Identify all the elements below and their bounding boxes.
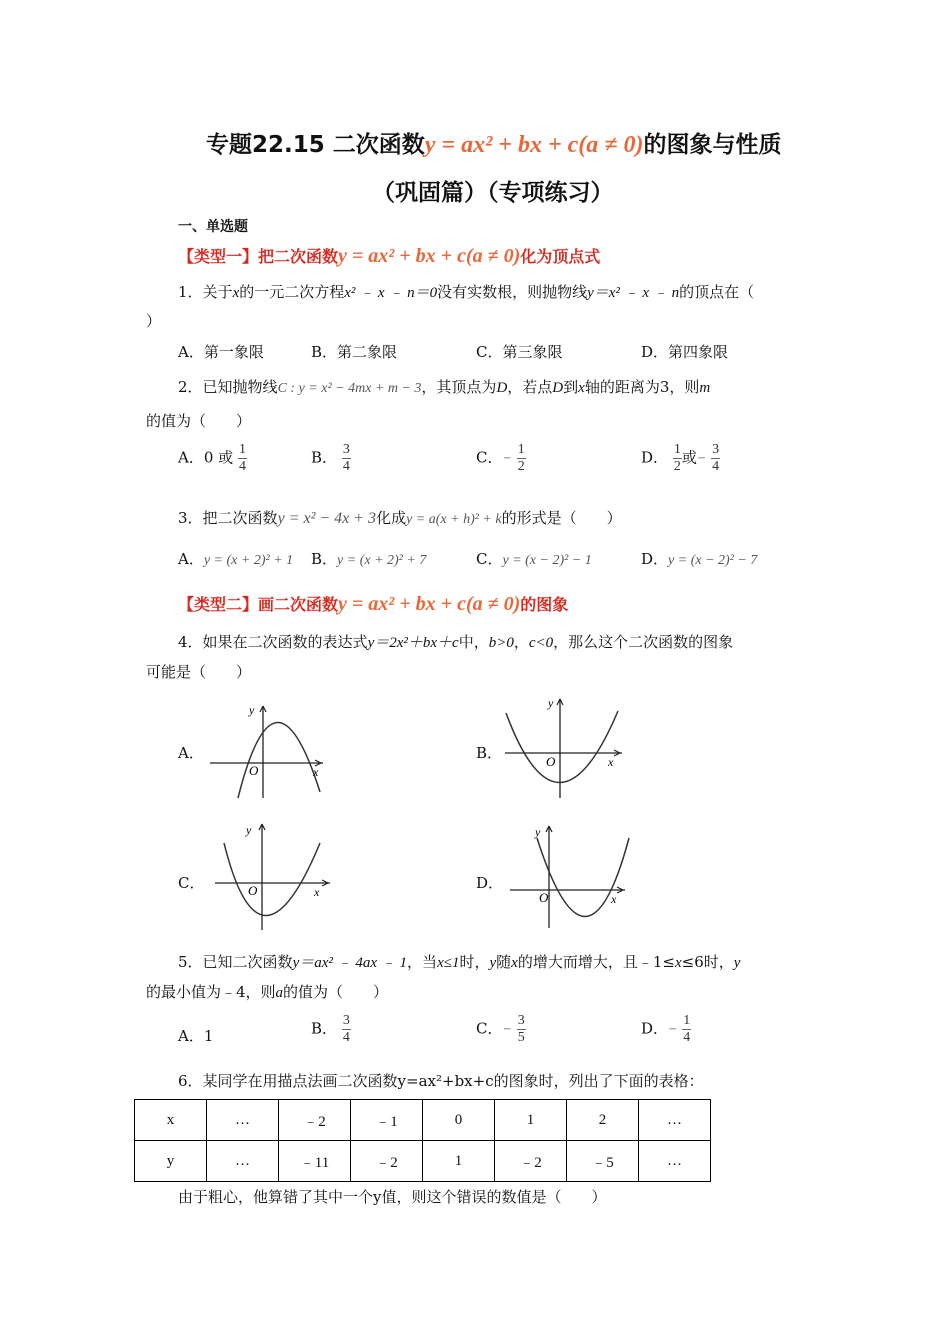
- option-label: B．: [311, 1019, 338, 1038]
- q5-text: 的值为（ ）: [283, 983, 389, 1001]
- origin-label: O: [546, 754, 556, 769]
- numerator: 1: [683, 1013, 691, 1028]
- minus-sign: −: [696, 451, 707, 467]
- type2-tail: 的图象: [520, 595, 569, 614]
- q6-after-text: 由于粗心，他算错了其中一个y值，则这个错误的数值是（ ）: [178, 1188, 607, 1206]
- minus-sign: −: [668, 1022, 678, 1038]
- table-cell: ﹣2: [351, 1141, 423, 1182]
- numerator: 3: [517, 1013, 525, 1028]
- fraction: [517, 442, 526, 475]
- q5-var: a: [275, 985, 284, 1001]
- fraction: [517, 1013, 526, 1046]
- value-table: [134, 1099, 711, 1182]
- q3-text: 的形式是（ ）: [501, 509, 622, 527]
- question-3: [178, 507, 622, 528]
- q1-option-b[interactable]: B．第二象限: [311, 343, 398, 361]
- type1-head: 【类型一】把二次函数: [178, 247, 339, 266]
- x-axis-label: x: [611, 892, 617, 906]
- table-cell: ﹣2: [495, 1141, 567, 1182]
- section-heading: 一、单选题: [178, 219, 248, 235]
- axis-arrows: [546, 826, 623, 893]
- y-axis-label: y: [249, 703, 255, 717]
- option-label: D．: [641, 1019, 669, 1038]
- q5-option-a[interactable]: A．1: [178, 1027, 214, 1045]
- q2-equation: C : y = x² − 4mx + m − 3: [277, 381, 422, 396]
- question-4: [178, 631, 733, 652]
- type1-tail: 化为顶点式: [520, 247, 601, 266]
- table-cell: 2: [567, 1100, 639, 1141]
- q4-option-b-label[interactable]: B．: [476, 744, 503, 762]
- q5-option-b[interactable]: [311, 1013, 351, 1046]
- q2-text: ，其顶点为: [421, 378, 497, 396]
- q2-text: ，若点: [507, 378, 553, 396]
- page-title: [206, 126, 781, 159]
- table-cell: …: [639, 1141, 711, 1182]
- q4-option-a-graph[interactable]: [205, 700, 335, 800]
- q5-condition: x≤1: [437, 955, 460, 971]
- question-2: [178, 376, 710, 397]
- q4-option-d-label[interactable]: D．: [476, 874, 504, 892]
- table-cell: ﹣11: [279, 1141, 351, 1182]
- y-axis-label: y: [535, 825, 541, 839]
- title-prefix: 专题22.15 二次函数: [206, 132, 425, 158]
- table-cell: ﹣2: [279, 1100, 351, 1141]
- q4-condition: c<0: [528, 635, 554, 651]
- fraction: [342, 1013, 351, 1046]
- q3-num: 3．: [178, 509, 203, 527]
- table-cell: ﹣1: [351, 1100, 423, 1141]
- denominator: 5: [517, 1030, 525, 1045]
- numerator: 3: [342, 442, 350, 457]
- table-cell: …: [207, 1100, 279, 1141]
- origin-label: O: [249, 763, 259, 778]
- q2-text: 已知抛物线: [202, 378, 278, 396]
- or-text: 或: [681, 448, 697, 467]
- parabola-curve: [506, 711, 618, 783]
- q4-num: 4．: [178, 633, 203, 651]
- option-formula: y = (x + 2)² + 7: [337, 553, 427, 568]
- table-cell: 0: [423, 1100, 495, 1141]
- option-label: C．: [476, 550, 503, 568]
- q5-text: ≤6时，: [681, 953, 734, 971]
- q1-var: x: [232, 285, 240, 301]
- q4-option-d-graph[interactable]: [505, 820, 635, 930]
- q4-text: 如果在二次函数的表达式: [202, 633, 368, 651]
- y-axis-label: y: [548, 696, 554, 710]
- y-axis-label: y: [246, 823, 252, 837]
- q1-equation: x² ﹣ x ﹣ n＝0: [344, 285, 438, 301]
- q5-num: 5．: [178, 953, 203, 971]
- denominator: 4: [342, 459, 350, 474]
- q3-text: 化成: [376, 509, 407, 527]
- q2-option-a[interactable]: [178, 442, 247, 475]
- q1-parabola: y＝x² ﹣ x ﹣ n: [587, 285, 680, 301]
- fraction: [342, 442, 351, 475]
- x-axis-label: x: [314, 885, 320, 899]
- option-label: B．: [311, 448, 338, 467]
- type1-heading: [178, 244, 600, 268]
- q1-text: 的顶点在（: [679, 283, 755, 301]
- q2-option-c[interactable]: [476, 442, 526, 475]
- axis-arrows: [259, 824, 328, 886]
- table-cell: …: [207, 1141, 279, 1182]
- question-6: [178, 1070, 704, 1091]
- q2-line2: 的值为（ ）: [146, 412, 252, 430]
- q3-equation: y = x² − 4x + 3: [277, 510, 377, 527]
- x-axis-label: x: [608, 755, 614, 769]
- q5-option-d[interactable]: [641, 1013, 691, 1046]
- q5-text: 随: [496, 953, 512, 971]
- q5-line2: [146, 981, 388, 1002]
- q4-equation: y＝2x²＋bx＋c: [367, 635, 459, 651]
- minus-sign: −: [502, 1022, 512, 1038]
- q2-num: 2．: [178, 378, 203, 396]
- denominator: 2: [673, 459, 681, 474]
- q2-var: D: [552, 380, 564, 396]
- fraction: [711, 442, 720, 475]
- table-cell: y: [135, 1141, 207, 1182]
- table-cell: x: [135, 1100, 207, 1141]
- q4-option-a-label[interactable]: A．: [178, 744, 204, 762]
- origin-label: O: [248, 883, 258, 898]
- option-label: B．: [311, 550, 338, 568]
- minus-sign: −: [502, 451, 512, 467]
- denominator: 2: [517, 459, 525, 474]
- q3-vertex-form: y = a(x + h)² + k: [406, 512, 502, 527]
- option-formula: y = (x − 2)² − 1: [502, 553, 592, 568]
- q5-text: ，当: [407, 953, 438, 971]
- numerator: 1: [517, 442, 525, 457]
- q6-text: 某同学在用描点法画二次函数y=ax²+bx+c的图象时，列出了下面的表格：: [202, 1072, 704, 1090]
- q2-option-b[interactable]: [311, 442, 351, 475]
- q1-text: 的一元二次方程: [239, 283, 345, 301]
- option-label: D．: [641, 550, 669, 568]
- denominator: 4: [683, 1030, 691, 1045]
- table-cell: 1: [495, 1100, 567, 1141]
- q3-option-d[interactable]: [641, 548, 757, 569]
- parabola-curve: [224, 843, 320, 916]
- q4-option-c-label[interactable]: C．: [178, 874, 205, 892]
- fraction: [238, 442, 247, 475]
- numerator: 1: [673, 442, 681, 457]
- q5-var: y: [733, 955, 741, 971]
- q1-option-c[interactable]: C．第三象限: [476, 343, 563, 361]
- option-formula: y = (x + 2)² + 1: [203, 553, 294, 568]
- q3-option-a[interactable]: [178, 548, 293, 569]
- numerator: 1: [238, 442, 246, 457]
- denominator: 4: [342, 1030, 350, 1045]
- type2-heading: [178, 592, 568, 616]
- q2-var: x: [578, 380, 585, 396]
- q5-text: 已知二次函数: [202, 953, 293, 971]
- table-cell: …: [639, 1100, 711, 1141]
- option-formula: y = (x − 2)² − 7: [668, 553, 758, 568]
- q3-text: 把二次函数: [202, 509, 278, 527]
- table-cell: 1: [423, 1141, 495, 1182]
- q2-option-d[interactable]: [641, 442, 720, 475]
- option-label: C．: [476, 448, 503, 467]
- option-label: D．: [641, 448, 669, 467]
- q5-var: y: [489, 955, 497, 971]
- q3-option-b[interactable]: [311, 548, 426, 569]
- numerator: 3: [342, 1013, 350, 1028]
- q4-text: 中，: [458, 633, 489, 651]
- q4-option-c-graph[interactable]: [210, 818, 340, 933]
- type2-head: 【类型二】画二次函数: [178, 595, 339, 614]
- q1-option-d[interactable]: D．第四象限: [641, 343, 729, 361]
- x-axis-label: x: [313, 765, 319, 779]
- parabola-curve: [238, 722, 320, 798]
- q4-line2: 可能是（ ）: [146, 663, 252, 681]
- fraction: [673, 442, 682, 475]
- q5-text: 时，: [459, 953, 490, 971]
- q2-text: 轴的距离为3，则: [584, 378, 700, 396]
- axis-arrows: [260, 706, 321, 766]
- numerator: 3: [712, 442, 720, 457]
- question-1: [178, 281, 754, 302]
- q1-line2: ）: [146, 312, 162, 330]
- option-label: A．0 或: [178, 448, 234, 467]
- title-formula: y = ax² + bx + c(a ≠ 0): [424, 132, 644, 158]
- q1-text: 关于: [202, 283, 233, 301]
- type2-formula: y = ax² + bx + c(a ≠ 0): [338, 593, 521, 615]
- q1-option-a[interactable]: A．第一象限: [178, 343, 264, 361]
- q2-var: D: [496, 380, 508, 396]
- q4-text: ，: [513, 633, 529, 651]
- q4-condition: b>0: [488, 635, 514, 651]
- fraction: [682, 1013, 691, 1046]
- title-suffix: 的图象与性质: [643, 132, 782, 158]
- q2-var: m: [699, 380, 711, 396]
- q5-equation: y＝ax² ﹣ 4ax ﹣ 1: [292, 955, 408, 971]
- denominator: 4: [712, 459, 720, 474]
- q5-text: 的最小值为﹣4，则: [146, 983, 276, 1001]
- q4-option-b-graph[interactable]: [500, 693, 630, 803]
- table-cell: ﹣5: [567, 1141, 639, 1182]
- table-row: [135, 1141, 711, 1182]
- q2-text: 到: [563, 378, 579, 396]
- q3-option-c[interactable]: [476, 548, 592, 569]
- denominator: 4: [238, 459, 246, 474]
- page-subtitle: （巩固篇）（专项练习）: [372, 180, 614, 206]
- q5-var: x: [674, 955, 682, 971]
- q1-text: 没有实数根，则抛物线: [437, 283, 588, 301]
- question-5: [178, 951, 740, 972]
- origin-label: O: [539, 890, 549, 905]
- type1-formula: y = ax² + bx + c(a ≠ 0): [338, 245, 521, 267]
- q5-var: x: [511, 955, 518, 971]
- q1-num: 1．: [178, 283, 203, 301]
- q6-num: 6．: [178, 1072, 203, 1090]
- option-label: A．: [178, 550, 204, 568]
- option-label: C．: [476, 1019, 503, 1038]
- q4-text: ，那么这个二次函数的图象: [553, 633, 734, 651]
- q5-option-c[interactable]: [476, 1013, 526, 1046]
- q5-text: 的增大而增大，且﹣1≤: [517, 953, 675, 971]
- table-row: [135, 1100, 711, 1141]
